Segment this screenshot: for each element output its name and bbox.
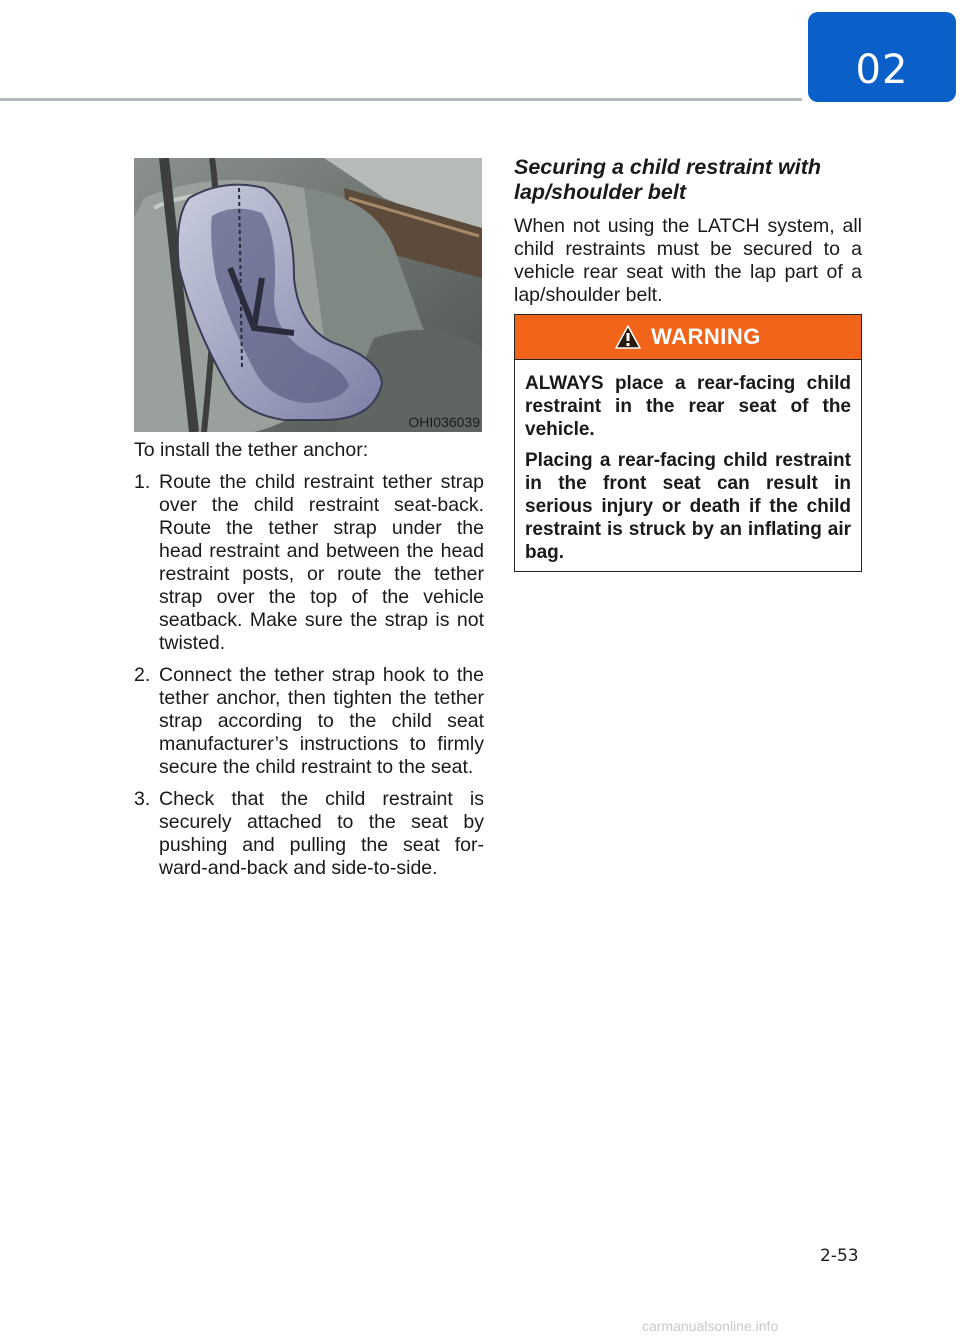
step-number: 3. <box>134 788 151 810</box>
intro-text: To install the tether anchor: <box>134 439 369 461</box>
child-seat-drawing <box>134 158 482 432</box>
lap-belt-section <box>514 155 862 307</box>
header-rule <box>0 98 802 101</box>
warning-box <box>514 314 862 572</box>
warning-header <box>515 315 861 360</box>
chapter-tab <box>808 12 956 102</box>
step-text: Check that the child restraint is securely attached to the seat by pushing and pulling the seat for-ward-and-back and side-to-side. <box>159 788 484 879</box>
section-body: When not using the LATCH system, all child restraints must be secured to a vehicle rear seat with the lap part of a lap/shoulder belt. <box>514 215 862 306</box>
step-number: 2. <box>134 664 151 686</box>
chapter-number: 02 <box>855 47 909 93</box>
warning-triangle-icon <box>615 325 641 349</box>
tether-instructions <box>134 439 484 889</box>
step-text: Connect the tether strap hook to the tether anchor, then tighten the tether strap according to the child seat manufacturer’s instructions to firmly secure the child restraint to the seat. <box>159 664 484 778</box>
section-heading: Securing a child restraint with lap/shoulder belt <box>514 155 822 204</box>
list-item <box>134 471 484 655</box>
figure-code: OHI036039 <box>408 414 480 430</box>
child-seat-illustration <box>134 158 482 432</box>
warning-line: Placing a rear-facing child restraint in the front seat can result in serious injury or death if the child restraint is struck by an inflating air bag. <box>525 450 851 563</box>
warning-body <box>515 360 861 564</box>
watermark: carmanualsonline.info <box>642 1318 779 1334</box>
warning-line: ALWAYS place a rear-facing child restraint in the rear seat of the vehicle. <box>525 373 851 440</box>
steps-list <box>134 471 484 880</box>
step-number: 1. <box>134 471 151 493</box>
page-number: 2-53 <box>820 1246 859 1266</box>
list-item <box>134 664 484 779</box>
step-text: Route the child restraint tether strap over the child restraint seat-back. Route the tether strap under the head restraint and between the head restraint posts, or route the tether strap over the top of the vehicle seatback. Make sure the strap is not twisted. <box>159 471 484 654</box>
warning-title: WARNING <box>651 324 761 349</box>
list-item <box>134 788 484 880</box>
